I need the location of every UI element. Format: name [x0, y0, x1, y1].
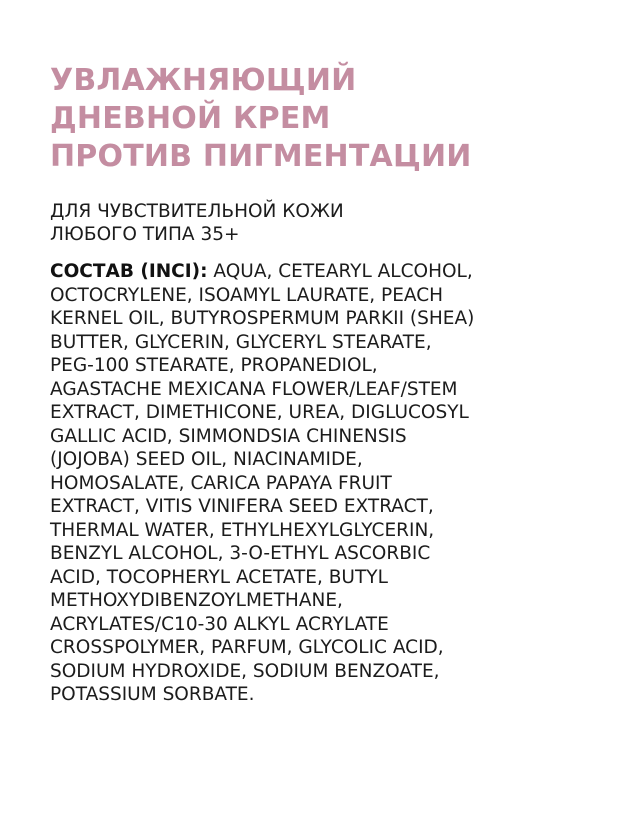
- composition-line: METHOXYDIBENZOYLMETHANE,: [50, 590, 343, 611]
- product-title-line-2: ДНЕВНОЙ КРЕМ: [50, 101, 331, 136]
- composition-line: HOMOSALATE, CARICA PAPAYA FRUIT: [50, 472, 392, 494]
- composition-line: ACID, TOCOPHERYL ACETATE, BUTYL: [50, 566, 388, 588]
- composition-line: KERNEL OIL, BUTYROSPERMUM PARKII (SHEA): [50, 308, 475, 329]
- composition-line: GALLIC ACID, SIMMONDSIA CHINENSIS: [50, 425, 407, 447]
- composition-first-text: AQUA, CETEARYL ALCOHOL,: [207, 261, 473, 282]
- composition-line: ACRYLATES/C10-30 ALKYL ACRYLATE: [50, 613, 389, 635]
- subtitle-line-2: ЛЮБОГО ТИПА 35+: [50, 224, 240, 245]
- composition-line: PEG-100 STEARATE, PROPANEDIOL,: [50, 355, 378, 376]
- composition-line: OCTOCRYLENE, ISOAMYL LAURATE, PEACH: [50, 284, 444, 306]
- product-title: [50, 62, 603, 176]
- composition-line: EXTRACT, DIMETHICONE, UREA, DIGLUCOSYL: [50, 402, 469, 423]
- composition-line: SODIUM HYDROXIDE, SODIUM BENZOATE,: [50, 660, 440, 682]
- composition-line: AGASTACHE MEXICANA FLOWER/LEAF/STEM: [50, 378, 458, 400]
- composition-line: THERMAL WATER, ETHYLHEXYLGLYCERIN,: [50, 519, 435, 541]
- composition-line-1: [50, 260, 603, 284]
- composition-line: BENZYL ALCOHOL, 3-O-ETHYL ASCORBIC: [50, 543, 431, 564]
- skin-type-subtitle: [50, 200, 603, 246]
- composition-line: BUTTER, GLYCERIN, GLYCERYL STEARATE,: [50, 331, 432, 353]
- subtitle-line-1: ДЛЯ ЧУВСТВИТЕЛЬНОЙ КОЖИ: [50, 201, 344, 222]
- product-title-line-1: УВЛАЖНЯЮЩИЙ: [50, 63, 357, 98]
- inci-composition: [50, 260, 603, 707]
- composition-line: POTASSIUM SORBATE.: [50, 684, 255, 705]
- composition-label: СОСТАВ (INCI):: [50, 261, 208, 282]
- composition-line: EXTRACT, VITIS VINIFERA SEED EXTRACT,: [50, 496, 434, 517]
- product-title-line-3: ПРОТИВ ПИГМЕНТАЦИИ: [50, 139, 472, 174]
- composition-line: (JOJOBA) SEED OIL, NIACINAMIDE,: [50, 449, 363, 470]
- composition-line: CROSSPOLYMER, PARFUM, GLYCOLIC ACID,: [50, 637, 444, 658]
